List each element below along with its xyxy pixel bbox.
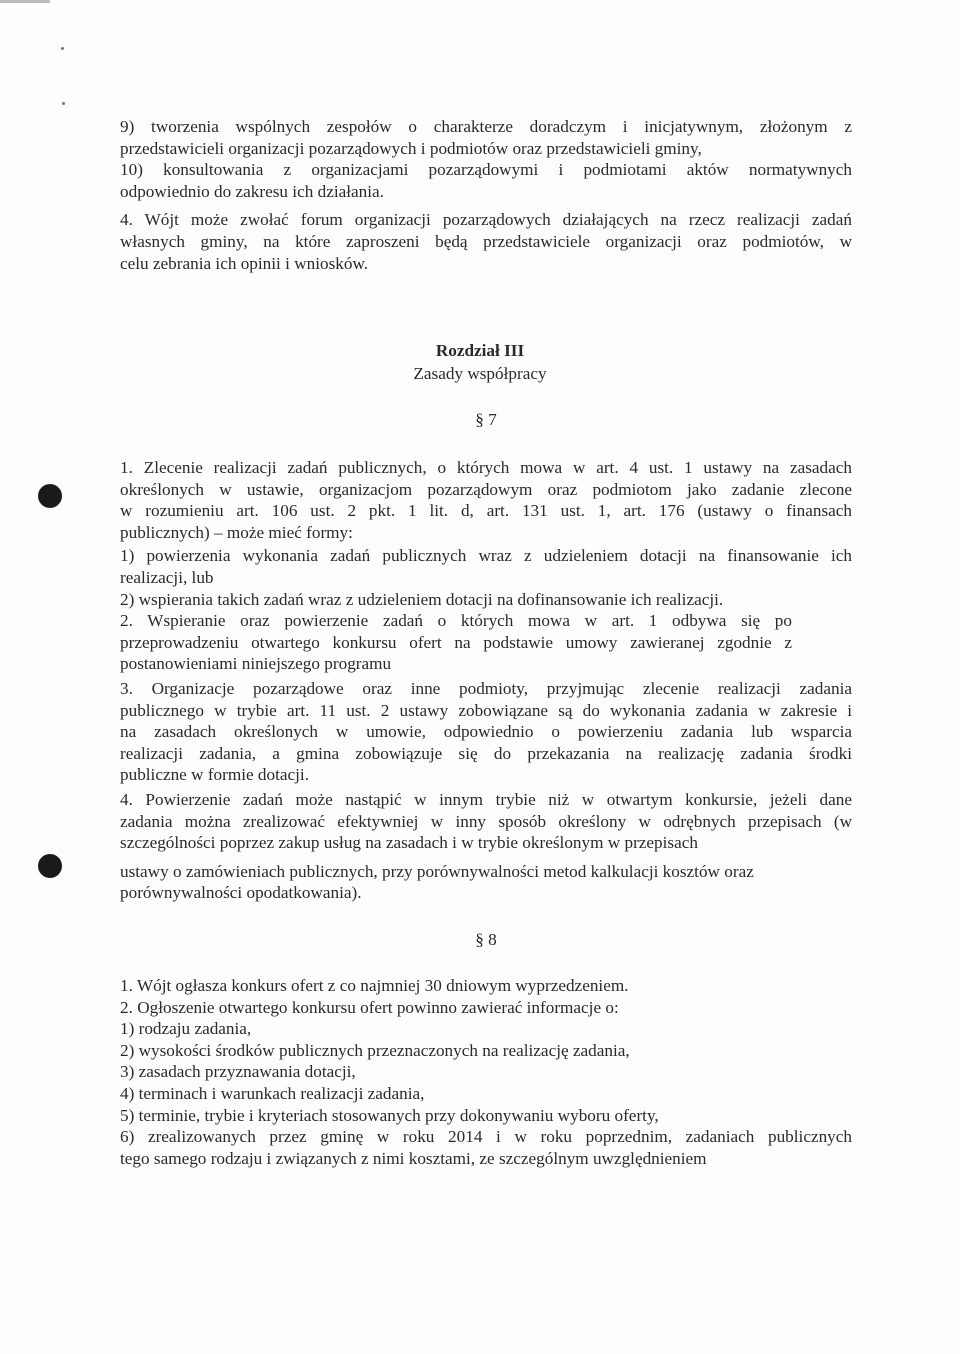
text-line: w rozumieniu art. 106 ust. 2 pkt. 1 lit. d, art. 131 ust. 1, art. 176 (ustawy o finansach: [120, 501, 852, 521]
text-line: 2. Ogłoszenie otwartego konkursu ofert powinno zawierać informacje o:: [120, 997, 619, 1017]
text-line: 4) terminach i warunkach realizacji zadania,: [120, 1083, 425, 1103]
text-line: tego samego rodzaju i związanych z nimi kosztami, ze szczególnym uwzględnieniem: [120, 1148, 707, 1168]
chapter-title: Rozdział III: [435, 341, 525, 360]
text-line: 2) wspierania takich zadań wraz z udzieleniem dotacji na dofinansowanie ich realizacji.: [120, 589, 724, 609]
section8-block: [120, 975, 852, 1169]
text-line: publiczne w formie dotacji.: [120, 765, 309, 785]
text-line: 3) zasadach przyznawania dotacji,: [120, 1062, 356, 1082]
text-line: celu zebrania ich opinii i wniosków.: [120, 253, 369, 273]
text-line: 1. Zlecenie realizacji zadań publicznych, o których mowa w art. 4 ust. 1 ustawy na zasadach: [120, 458, 852, 477]
punch-hole-mark: [38, 484, 62, 508]
text-line: własnych gminy, na które zaproszeni będą przedstawiciele organizacji oraz podmiotów, w: [120, 231, 852, 251]
text-line: określonych w ustawie, organizacjom pozarządowym oraz podmiotom jako zadanie zlecone: [120, 479, 852, 499]
text-line: ustawy o zamówieniach publicznych, przy porównywalności metod kalkulacji kosztów oraz: [120, 861, 754, 881]
text-line: 6) zrealizowanych przez gminę w roku 2014 i w roku poprzednim, zadaniach publicznych: [120, 1127, 852, 1147]
text-line: publicznych) – może mieć formy:: [120, 522, 353, 542]
text-line: 2) wysokości środków publicznych przeznaczonych na realizację zadania,: [120, 1040, 630, 1060]
text-line: publicznego w trybie art. 11 ust. 2 ustawy zobowiązane są do wykonania zadania w zakresie i: [120, 700, 852, 720]
section7-block: [120, 457, 852, 904]
intro-block: [120, 116, 852, 274]
text-line: porównywalności opodatkowania).: [120, 883, 362, 903]
text-line: 3. Organizacje pozarządowe oraz inne podmioty, przyjmując zlecenie realizacji zadania: [120, 678, 852, 698]
text-line: odpowiednio do zakresu ich działania.: [120, 181, 384, 201]
text-line: zadania można zrealizować efektywniej w inny sposób określony w odrębnych przepisach (w: [120, 811, 852, 831]
text-line: 1) powierzenia wykonania zadań publicznych wraz z udzieleniem dotacji na finansowanie ich: [120, 546, 852, 566]
text-line: przedstawicieli organizacji pozarządowych i podmiotów oraz przedstawicieli gminy,: [120, 138, 702, 158]
scan-edge-mark: [0, 0, 50, 3]
text-line: 1. Wójt ogłasza konkurs ofert z co najmniej 30 dniowym wyprzedzeniem.: [120, 976, 629, 995]
section-heading: § 7: [475, 410, 497, 429]
scan-speck: [61, 47, 64, 50]
text-line: postanowieniami niniejszego programu: [120, 654, 392, 674]
text-line: realizacji, lub: [120, 567, 214, 587]
text-line: 4. Wójt może zwołać forum organizacji pozarządowych działających na rzecz realizacji zadań: [120, 210, 852, 230]
chapter-subtitle: Zasady współpracy: [413, 364, 547, 383]
scan-speck: [62, 102, 65, 105]
punch-hole-mark: [38, 854, 62, 878]
text-line: 4. Powierzenie zadań może nastąpić w innym trybie niż w otwartym konkursie, jeżeli dane: [120, 789, 852, 809]
text-line: 9) tworzenia wspólnych zespołów o charakterze doradczym i inicjatywnym, złożonym z: [120, 117, 852, 136]
text-line: szczególności poprzez zakup usług na zasadach i w trybie określonym w przepisach: [120, 833, 698, 853]
text-line: realizacji zadania, a gmina zobowiązuje się do przekazania na realizację zadania środki: [120, 743, 852, 763]
text-line: 2. Wspieranie oraz powierzenie zadań o których mowa w art. 1 odbywa się po: [120, 611, 792, 631]
text-line: 5) terminie, trybie i kryteriach stosowanych przy dokonywaniu wyboru oferty,: [120, 1105, 659, 1125]
text-line: 1) rodzaju zadania,: [120, 1019, 252, 1039]
text-line: 10) konsultowania z organizacjami pozarządowymi i podmiotami aktów normatywnych: [120, 160, 852, 180]
text-line: przeprowadzeniu otwartego konkursu ofert na podstawie umowy zawieranej zgodnie z: [120, 632, 792, 652]
section-heading: § 8: [475, 930, 497, 949]
text-line: na zasadach określonych w umowie, odpowiednio o powierzeniu zadania lub wsparcia: [120, 722, 852, 742]
